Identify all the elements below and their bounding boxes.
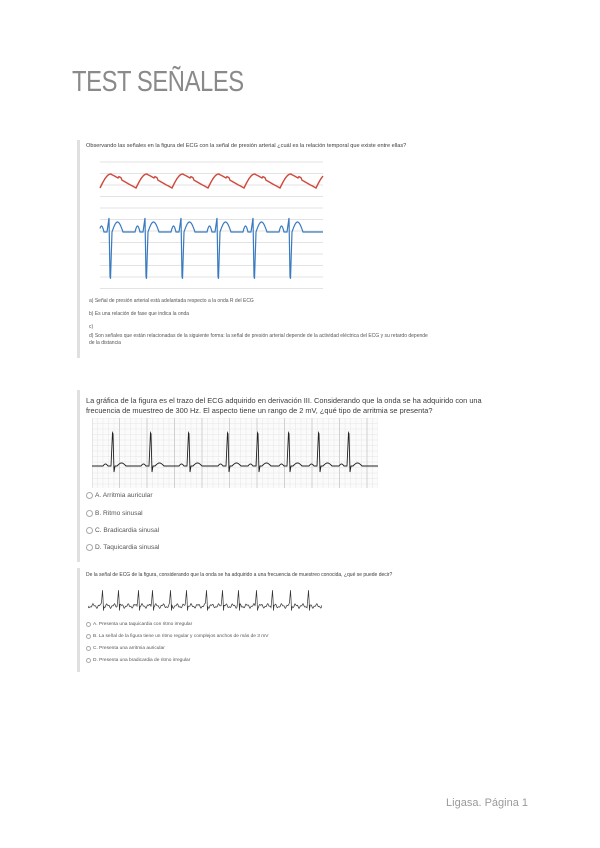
- ecg-pressure-figure: [95, 154, 331, 302]
- option-text: B. Ritmo sinusal: [95, 510, 143, 517]
- radio-button[interactable]: [86, 622, 91, 627]
- question-2-prompt: La gráfica de la figura es el trazo del ECG adquirido en derivación III. Considerando que la onda se ha adquirido con una frecuencia de muestreo de 300 Hz. El aspecto tiene un rango de 2 mV, ¿qué tipo de arritmia se presenta?: [86, 396, 482, 415]
- document-title: TEST SEÑALES: [72, 66, 244, 98]
- option-text: D. Taquicardia sinusal: [95, 544, 160, 551]
- option-text: A. Arritmia auricular: [95, 492, 153, 499]
- question-2-option-c[interactable]: [86, 527, 159, 534]
- option-text: D. Presenta una bradicardia de ritmo irregular: [93, 658, 191, 663]
- option-text: A. Presenta una taquicardia con ritmo irregular: [93, 622, 193, 627]
- question-1-prompt: Observando las señales en la figura del ECG con la señal de presión arterial ¿cuál es la relación temporal que existe entre ellas?: [86, 143, 407, 149]
- option-text: C. Presenta una arritmia auricular: [93, 646, 165, 651]
- option-text: b) Es una relación de fase que indica la onda: [89, 311, 190, 317]
- radio-button[interactable]: [86, 510, 93, 517]
- ecg-trace: [88, 590, 322, 610]
- question-3: [77, 568, 417, 672]
- question-1-option-b[interactable]: [89, 311, 189, 317]
- question-2-option-a[interactable]: [86, 492, 153, 499]
- option-text: a) Señal de presión arterial está adelantada respecto a la onda R del ECG: [89, 298, 254, 304]
- question-3-option-a[interactable]: [86, 622, 192, 627]
- question-1-option-c[interactable]: [89, 324, 93, 330]
- ecg-trace: [100, 218, 323, 279]
- radio-button[interactable]: [86, 492, 93, 499]
- option-text: C. Bradicardia sinusal: [95, 527, 160, 534]
- question-1: [77, 140, 437, 358]
- question-3-option-d[interactable]: [86, 658, 190, 663]
- option-text: c): [89, 324, 94, 330]
- ecg-strip-figure: [92, 418, 378, 488]
- page-footer: Ligasa. Página 1: [446, 797, 528, 809]
- option-text: d) Son señales que están relacionadas de la siguiente forma: la señal de presión arterial depende de la actividad eléctrica del ECG y su retardo depende de la distancia: [89, 333, 428, 346]
- radio-button[interactable]: [86, 658, 91, 663]
- option-text: B. La señal de la figura tiene un ritmo regular y complejos anchos de más de 3 mV: [93, 634, 269, 639]
- question-3-option-b[interactable]: [86, 634, 268, 639]
- radio-button[interactable]: [86, 646, 91, 651]
- radio-button[interactable]: [86, 634, 91, 639]
- question-2-option-b[interactable]: [86, 510, 143, 517]
- radio-button[interactable]: [86, 527, 93, 534]
- question-3-option-c[interactable]: [86, 646, 165, 651]
- radio-button[interactable]: [86, 544, 93, 551]
- pressure-trace: [100, 174, 323, 188]
- question-2-option-d[interactable]: [86, 544, 159, 551]
- question-3-prompt: De la señal de ECG de la figura, considerando que la onda se ha adquirido a una frecuencia de muestreo conocida, ¿qué se puede decir?: [86, 572, 393, 578]
- question-2: [77, 390, 507, 562]
- ecg-small-strip-figure: [88, 582, 322, 622]
- question-1-option-d[interactable]: [89, 333, 429, 347]
- question-1-option-a[interactable]: [89, 298, 254, 304]
